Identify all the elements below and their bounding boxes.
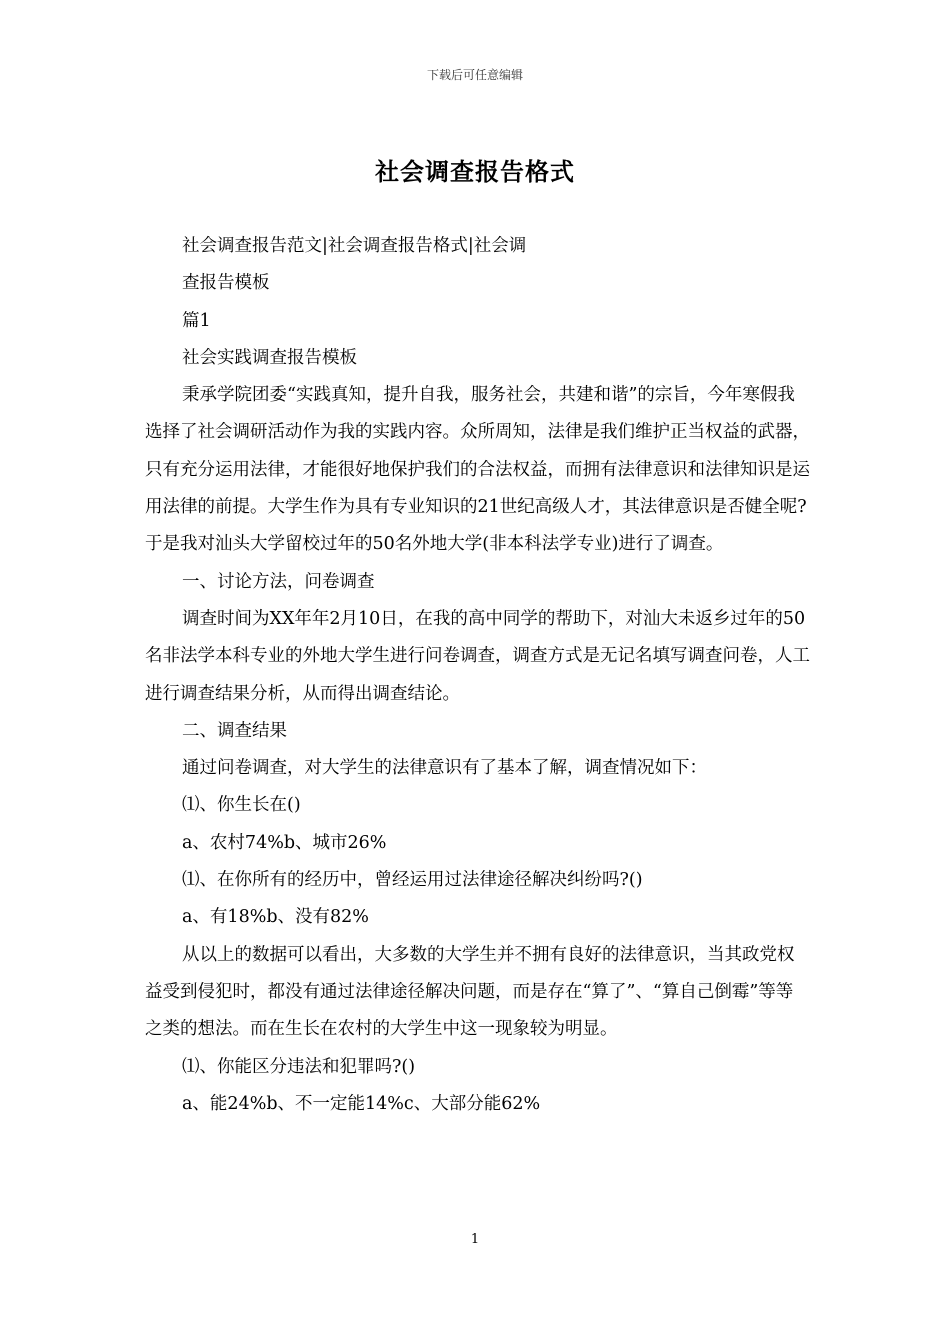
paragraph: 从以上的数据可以看出，大多数的大学生并不拥有良好的法律意识，当其政党权益受到侵犯时，都没有通过法律途径解决问题，而是存在“算了”、“算自己倒霉”等等之类的想法。而在生长在农村的大学生中这一现象较为明显。 [145,944,795,1040]
paragraph: 社会调查报告范文|社会调查报告格式|社会调 [182,236,527,256]
section-heading: 二、调查结果 [182,720,287,741]
paragraph: 通过问卷调查，对大学生的法律意识有了基本了解，调查情况如下： [182,758,707,779]
paragraph: 篇1 [182,310,211,331]
document-body [145,228,810,1123]
section-heading: 一、讨论方法，问卷调查 [182,571,375,592]
paragraph: 秉承学院团委“实践真知，提升自我，服务社会，共建和谐”的宗旨，今年寒假我选择了社会调研活动作为我的实践内容。众所周知，法律是我们维护正当权益的武器，只有充分运用法律，才能很好地保护我们的合法权益，而拥有法律意识和法律知识是运用法律的前提。大学生作为具有专业知识的21世纪高级人才，其法律意识是否健全呢?于是我对汕头大学留校过年的50名外地大学(非本科法学专业)进行了调查。 [145,385,810,555]
document-title: 社会调查报告格式 [375,157,575,186]
paragraph: 查报告模板 [182,273,270,294]
answer: a、能24%b、不一定能14%c、大部分能62% [182,1093,541,1114]
answer: a、农村74%b、城市26% [182,832,387,853]
question: ⑴、你生长在() [182,795,301,816]
page-number: 1 [470,1232,480,1247]
paragraph: 社会实践调查报告模板 [182,347,357,368]
question: ⑴、你能区分违法和犯罪吗?() [182,1056,416,1077]
paragraph: 调查时间为XX年年2月10日，在我的高中同学的帮助下，对汕大未返乡过年的50名非法学本科专业的外地大学生进行问卷调查，调查方式是无记名填写调查问卷，人工进行调查结果分析，从而得出调查结论。 [145,608,810,704]
question: ⑴、在你所有的经历中，曾经运用过法律途径解决纠纷吗?() [182,870,643,891]
page-header: 下载后可任意编辑 [426,68,523,82]
answer: a、有18%b、没有82% [182,907,369,928]
